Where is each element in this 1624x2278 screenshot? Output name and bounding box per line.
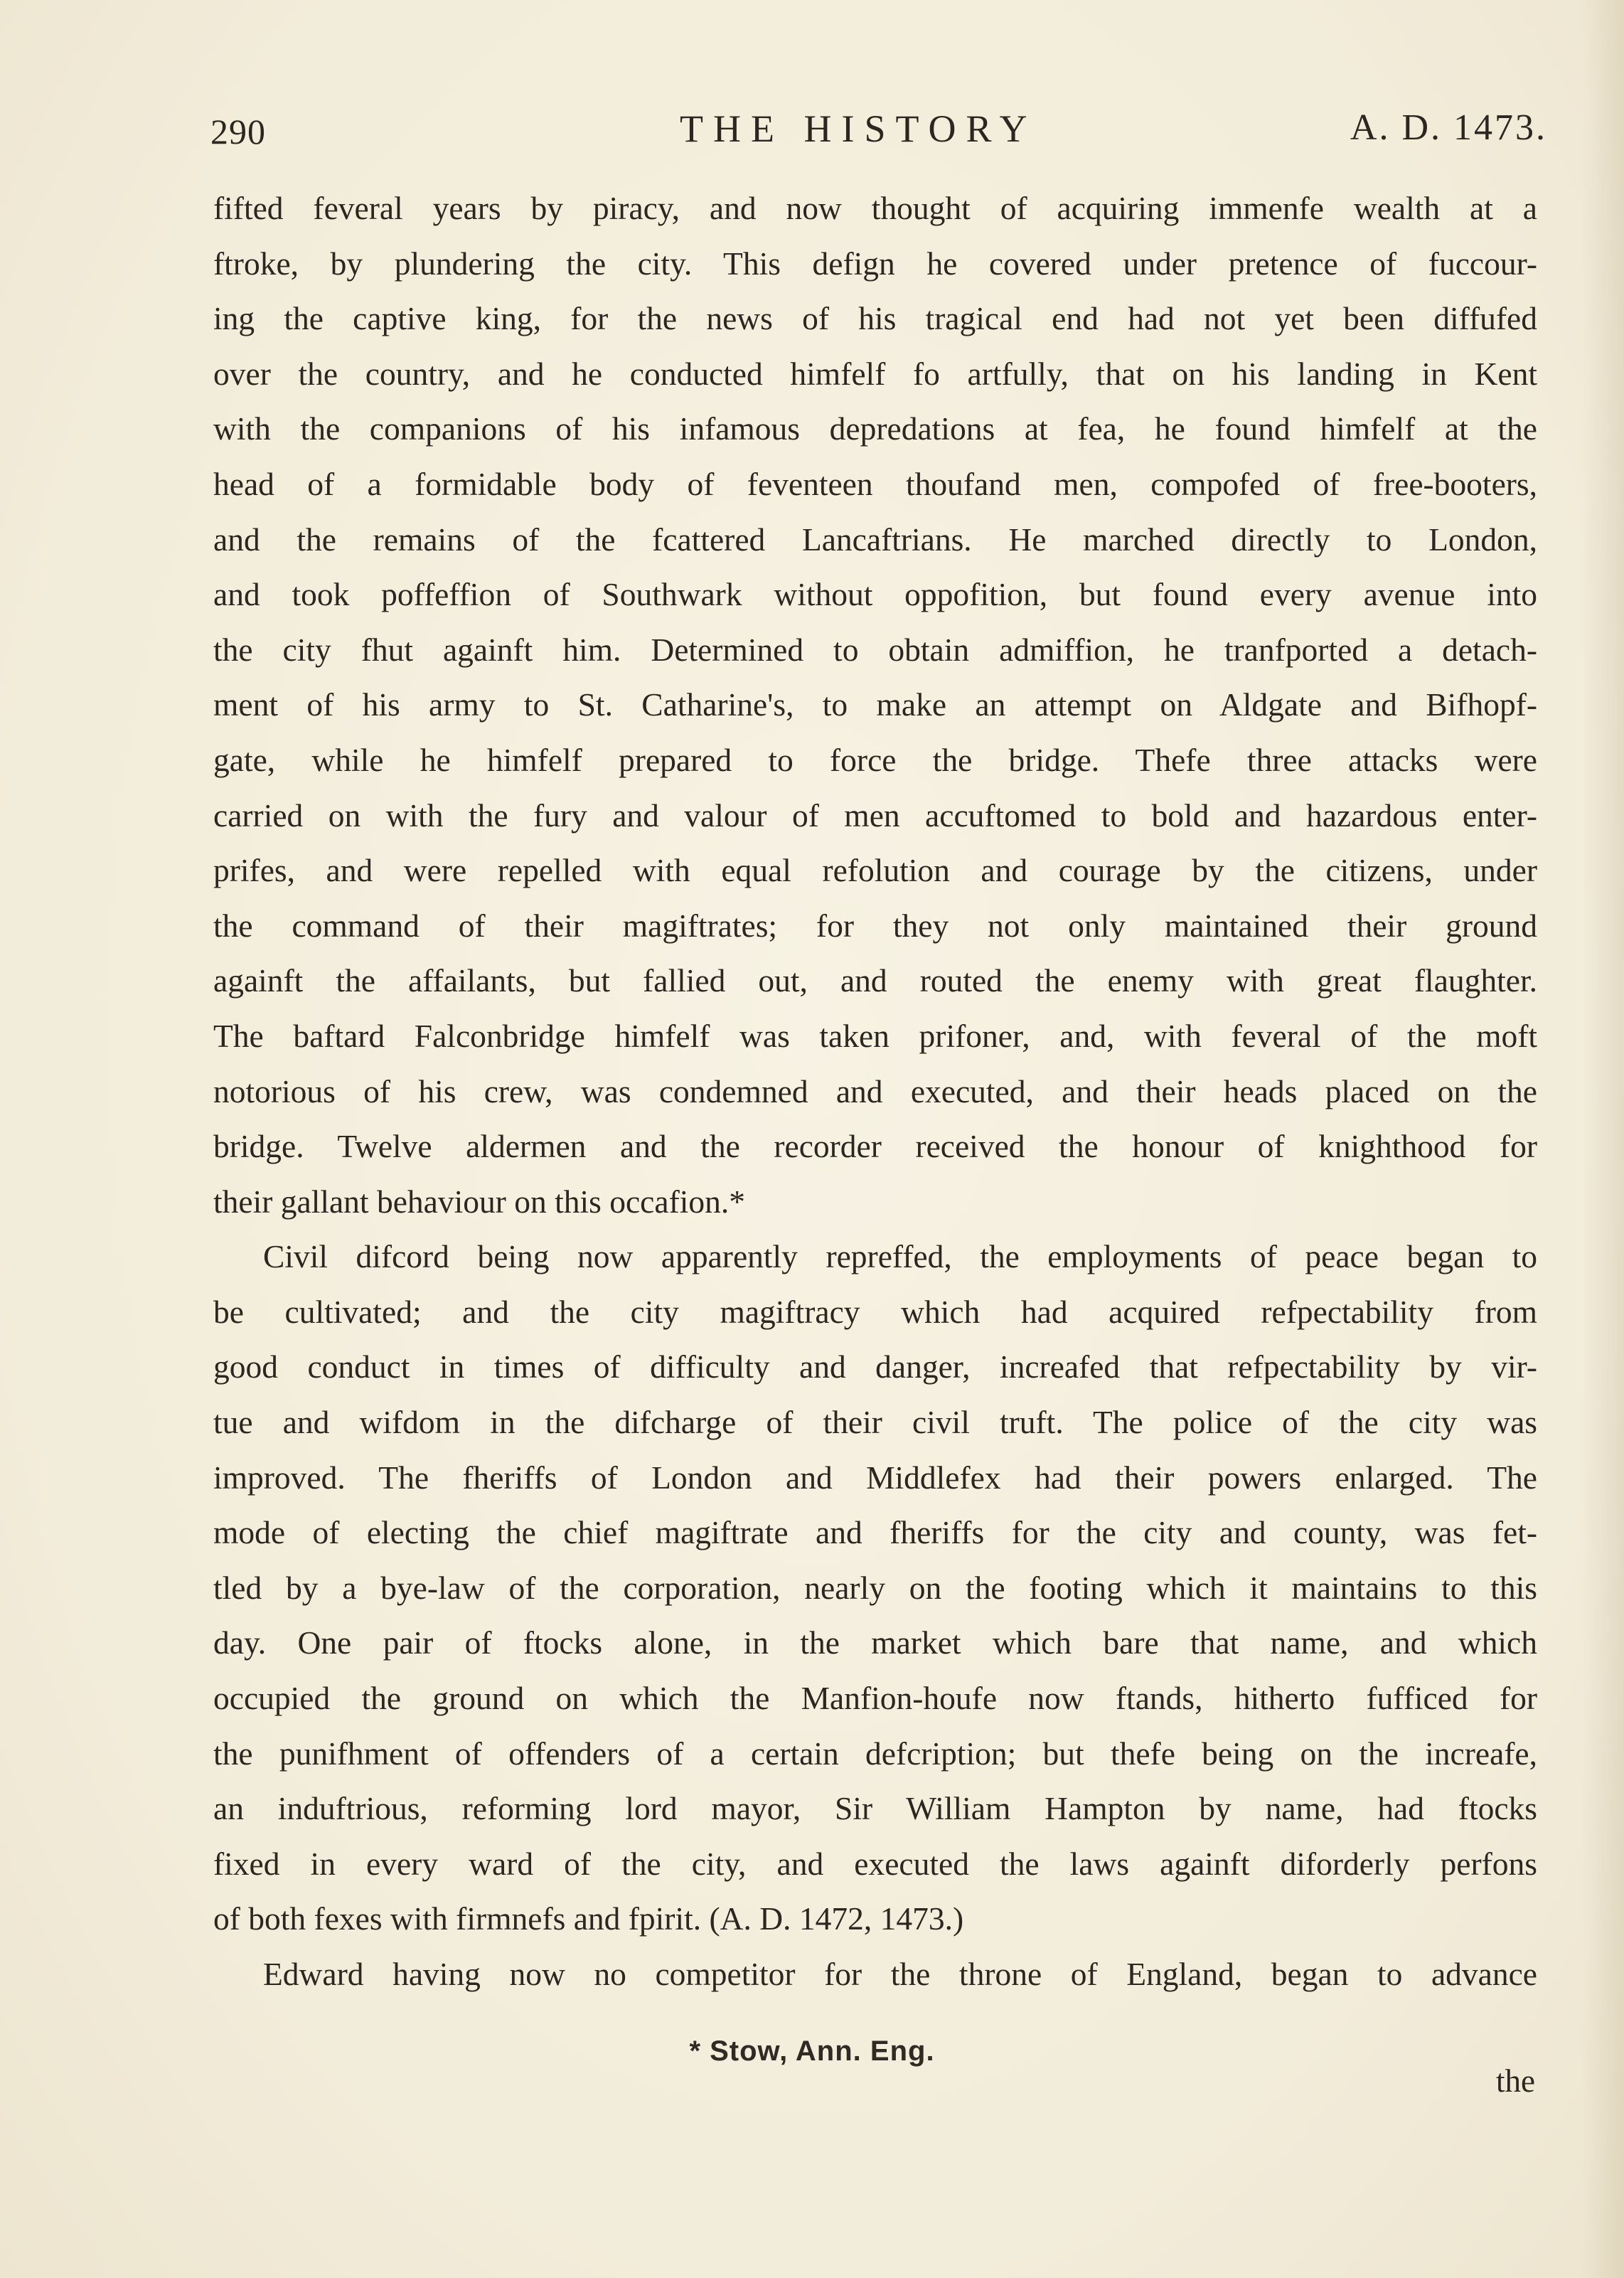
text-line: carried on with the fury and valour of men accuftomed to bold and hazardous enter-	[213, 797, 1537, 834]
text-line: ing the captive king, for the news of his tragical end had not yet been diffufed	[213, 300, 1537, 337]
text-line: head of a formidable body of feventeen thoufand men, compofed of free-booters,	[213, 465, 1537, 502]
text-line: gate, while he himfelf prepared to force the bridge. Thefe three attacks were	[213, 741, 1537, 778]
text-line: Edward having now no competitor for the throne of England, began to advance	[263, 1956, 1537, 1992]
text-line: day. One pair of ftocks alone, in the market which bare that name, and which	[213, 1624, 1537, 1661]
text-line: tue and wifdom in the difcharge of their civil truft. The police of the city was	[213, 1404, 1537, 1441]
page-number: 290	[210, 112, 266, 151]
text-line: an induftrious, reforming lord mayor, Sir William Hampton by name, had ftocks	[213, 1790, 1537, 1827]
text-line: over the country, and he conducted himfelf fo artfully, that on his landing in Kent	[213, 355, 1537, 392]
text-line: Civil difcord being now apparently repreffed, the employments of peace began to	[263, 1238, 1537, 1275]
text-line: prifes, and were repelled with equal refolution and courage by the citizens, under	[213, 852, 1537, 889]
text-line: tled by a bye-law of the corporation, nearly on the footing which it maintains to this	[213, 1569, 1537, 1606]
text-line: ment of his army to St. Catharine's, to make an attempt on Aldgate and Bifhopf-	[213, 686, 1537, 723]
running-header	[210, 107, 1547, 156]
text-line: the city fhut againft him. Determined to obtain admiffion, he tranfported a detach-	[213, 631, 1537, 668]
text-line: good conduct in times of difficulty and danger, increafed that refpectability by vir-	[213, 1348, 1537, 1385]
footnote: * Stow, Ann. Eng.	[689, 2035, 935, 2067]
body-text	[213, 181, 1537, 2002]
text-line: improved. The fheriffs of London and Middlefex had their powers enlarged. The	[213, 1459, 1537, 1496]
text-line: notorious of his crew, was condemned and executed, and their heads placed on the	[213, 1073, 1537, 1109]
text-line: the punifhment of offenders of a certain defcription; but thefe being on the increafe,	[213, 1735, 1537, 1772]
text-line: mode of electing the chief magiftrate and fheriffs for the city and county, was fet-	[213, 1514, 1537, 1551]
text-line: fixed in every ward of the city, and executed the laws againft diforderly perfons	[213, 1845, 1537, 1882]
text-line: the command of their magiftrates; for they not only maintained their ground	[213, 907, 1537, 944]
header-date: A. D. 1473.	[1350, 107, 1547, 148]
text-line: with the companions of his infamous depredations at fea, he found himfelf at the	[213, 410, 1537, 447]
running-title: THE HISTORY	[680, 107, 1037, 150]
text-line: their gallant behaviour on this occafion.*	[213, 1183, 745, 1220]
text-line: The baftard Falconbridge himfelf was taken prifoner, and, with feveral of the moft	[213, 1017, 1537, 1054]
text-line: of both fexes with firmnefs and fpirit. (A. D. 1472, 1473.)	[213, 1900, 964, 1937]
text-line: and took poffeffion of Southwark without oppofition, but found every avenue into	[213, 576, 1537, 613]
catchword: the	[1496, 2063, 1535, 2099]
page-edge-shadow	[1581, 0, 1624, 2278]
text-line: be cultivated; and the city magiftracy which had acquired refpectability from	[213, 1293, 1537, 1330]
text-line: occupied the ground on which the Manfion-houfe now ftands, hitherto fufficed for	[213, 1680, 1537, 1717]
text-line: againft the affailants, but fallied out, and routed the enemy with great flaughter.	[213, 962, 1537, 999]
text-line: fifted feveral years by piracy, and now thought of acquiring immenfe wealth at a	[213, 190, 1537, 226]
text-line: and the remains of the fcattered Lancaftrians. He marched directly to London,	[213, 521, 1537, 558]
text-line: bridge. Twelve aldermen and the recorder received the honour of knighthood for	[213, 1128, 1537, 1165]
text-line: ftroke, by plundering the city. This defign he covered under pretence of fuccour-	[213, 245, 1537, 282]
